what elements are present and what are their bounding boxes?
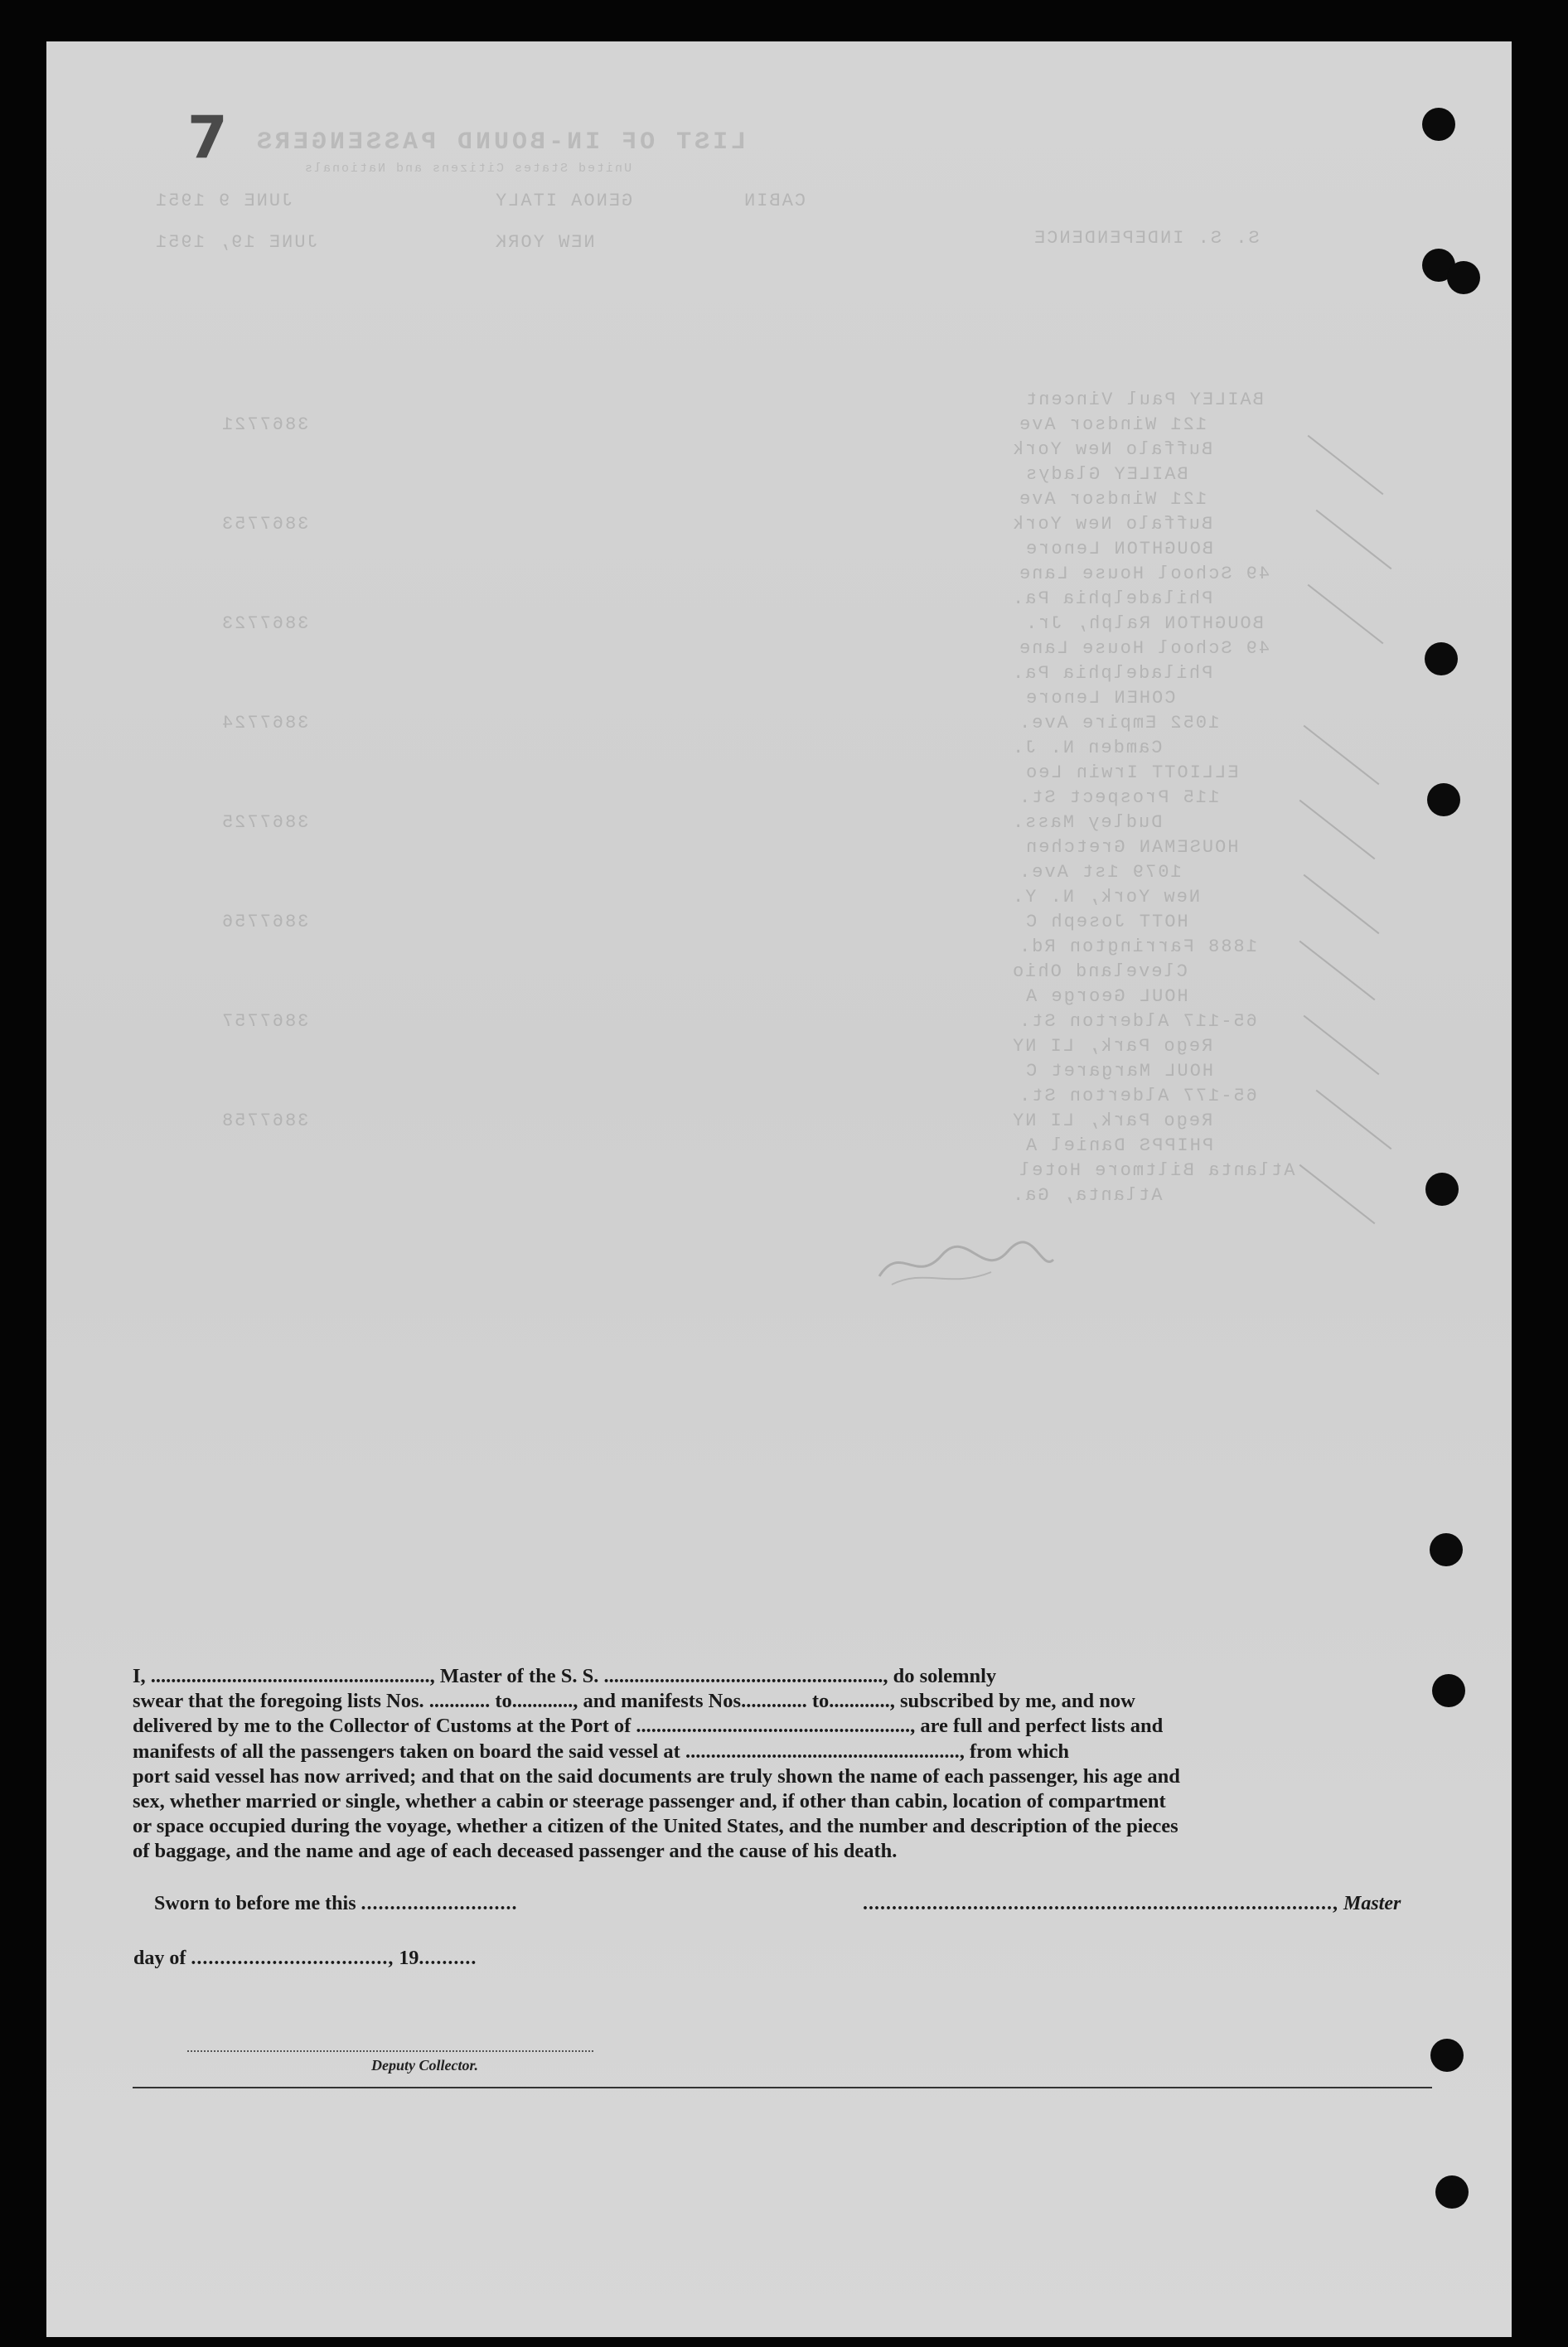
signature-scribble-ghost [875, 1235, 1057, 1293]
ghost-passenger-line: New York, N. Y. [1011, 887, 1201, 907]
masters-oath [133, 1664, 1430, 1865]
ghost-passenger-line: 121 Windsor Ave [1018, 489, 1207, 510]
binder-hole [1427, 783, 1460, 816]
tick-mark [1308, 435, 1384, 495]
day-label: day of [133, 1948, 186, 1969]
binder-hole [1430, 1533, 1463, 1566]
ghost-passenger-line: BOUGHTON Ralph, Jr. [1024, 613, 1264, 634]
ghost-passenger-line: 1888 Farrington Rd. [1018, 936, 1257, 957]
ghost-ticket-number: 3867757 [220, 1011, 309, 1032]
ghost-passenger-line: 115 Prospect St. [1018, 787, 1220, 808]
ghost-passenger-line: Buffalo New York [1011, 439, 1213, 460]
ghost-passenger-line: BOUGHTON Lenore [1024, 539, 1214, 559]
oath-line: of baggage, and the name and age of each deceased passenger and the cause of his death. [133, 1840, 898, 1863]
tick-mark [1299, 1164, 1376, 1224]
ghost-passenger-line: PHIPPS Daniel A [1024, 1135, 1214, 1156]
oath-line: sex, whether married or single, whether a cabin or steerage passenger and, if other than cabin, location of compartment [133, 1790, 1166, 1813]
ghost-ticket-number: 3867725 [220, 812, 309, 833]
oath-line: I, ......................................................., Master of the S. S. ......................................................., do solemnly [133, 1665, 997, 1687]
ghost-port-from: GENOA ITALY [494, 191, 633, 211]
ghost-passenger-line: ELLIOTT Irwin Leo [1024, 762, 1239, 783]
ghost-header-sub: United States Citizens and Nationals [303, 162, 632, 176]
ghost-passenger-line: Philadelphia Pa. [1011, 588, 1213, 609]
tick-mark [1299, 800, 1376, 859]
ghost-passenger-line: Atlanta Biltmore Hotel [1018, 1160, 1295, 1181]
tick-mark [1299, 941, 1376, 1000]
oath-line: delivered by me to the Collector of Customs at the Port of ......................................................, are full and perfect lists and [133, 1715, 1164, 1738]
bottom-rule [133, 2087, 1432, 2088]
ghost-passenger-line: HOTT Joseph C [1024, 912, 1188, 932]
ghost-passenger-line: Atlanta, Ga. [1011, 1185, 1163, 1206]
sworn-line [154, 1893, 518, 1915]
day-line [133, 1948, 477, 1970]
ghost-passenger-line: 49 School House Lane [1018, 564, 1270, 584]
ghost-passenger-line: Buffalo New York [1011, 514, 1213, 535]
ghost-passenger-line: BAILEY Gladys [1024, 464, 1188, 485]
oath-line: or space occupied during the voyage, whether a citizen of the United States, and the number and description of the pieces [133, 1815, 1178, 1838]
oath-line: port said vessel has now arrived; and that on the said documents are truly shown the name of each passenger, his age and [133, 1764, 1180, 1788]
ghost-ship: S. S. INDEPENDENCE [1033, 228, 1260, 249]
ghost-passenger-line: Dudley Mass. [1011, 812, 1163, 833]
ghost-passenger-line: Rego Park, LI NY [1011, 1036, 1213, 1057]
ghost-port-to: NEW YORK [494, 232, 595, 253]
tick-mark [1316, 510, 1392, 569]
binder-hole [1425, 1173, 1459, 1206]
binder-hole [1435, 2175, 1469, 2209]
ghost-passenger-line: HOUL Margaret C [1024, 1061, 1214, 1082]
ghost-passenger-line: 65-177 Alderton St. [1018, 1086, 1257, 1106]
ghost-passenger-line: 1079 1st Ave. [1018, 862, 1182, 883]
year-field: .......... [419, 1948, 477, 1969]
tick-mark [1304, 725, 1380, 785]
ghost-passenger-line: HOUL George A [1024, 986, 1188, 1007]
ghost-date-sailed: JUNE 9 1951 [154, 191, 293, 211]
tick-mark [1304, 1015, 1380, 1075]
ghost-passenger-line: 1052 Empire Ave. [1018, 713, 1220, 733]
binder-hole [1425, 642, 1458, 675]
master-label: Master [1343, 1893, 1401, 1914]
binder-hole [1447, 261, 1480, 294]
day-field: .................................., [191, 1948, 394, 1969]
master-signature-line [863, 1893, 1401, 1915]
year-prefix: 19 [399, 1948, 419, 1969]
ghost-passenger-line: BAILEY Paul Vincent [1024, 390, 1264, 410]
ghost-cabin: CABIN [743, 191, 806, 211]
handwritten-list-number: 7 [187, 104, 228, 172]
binder-hole [1432, 1674, 1465, 1707]
oath-line: swear that the foregoing lists Nos. ............ to............, and manifests Nos............. to............, subscribed by me, and now [133, 1690, 1135, 1713]
master-signature-field: ................................................................................., [863, 1893, 1338, 1914]
manifest-page [46, 41, 1512, 2337]
ghost-ticket-number: 3867753 [220, 514, 309, 535]
ghost-passenger-line: Camden N. J. [1011, 738, 1163, 758]
binder-hole [1430, 2039, 1464, 2072]
ghost-passenger-line: Philadelphia Pa. [1011, 663, 1213, 684]
ghost-passenger-line: 49 School House Lane [1018, 638, 1270, 659]
ghost-ticket-number: 3867723 [220, 613, 309, 634]
oath-line: manifests of all the passengers taken on board the said vessel at ......................................................, from which [133, 1740, 1069, 1763]
ghost-passenger-line: Cleveland Ohio [1011, 961, 1188, 982]
ghost-passenger-line: HOUSEMAN Gretchen [1024, 837, 1239, 858]
sworn-label: Sworn to before me this [154, 1893, 356, 1914]
binder-hole [1422, 108, 1455, 141]
ghost-ticket-number: 3867758 [220, 1111, 309, 1131]
ghost-header-list: LIST OF IN-BOUND PASSENGERS [254, 128, 747, 157]
ghost-ticket-number: 3867756 [220, 912, 309, 932]
ghost-passenger-line: 65-117 Alderton St. [1018, 1011, 1257, 1032]
tick-mark [1304, 874, 1380, 934]
ghost-passenger-line: 121 Windsor Ave [1018, 414, 1207, 435]
ghost-passenger-line: Rego Park, LI NY [1011, 1111, 1213, 1131]
ghost-date-arrived: JUNE 19, 1951 [154, 232, 318, 253]
ghost-ticket-number: 3867721 [220, 414, 309, 435]
deputy-signature-line [187, 2050, 593, 2052]
ghost-passenger-line: COHEN Lenore [1024, 688, 1176, 709]
ghost-ticket-number: 3867724 [220, 713, 309, 733]
tick-mark [1316, 1090, 1392, 1149]
deputy-collector-label: Deputy Collector. [371, 2057, 478, 2074]
tick-mark [1308, 584, 1384, 644]
sworn-date-field: ........................... [361, 1893, 518, 1914]
